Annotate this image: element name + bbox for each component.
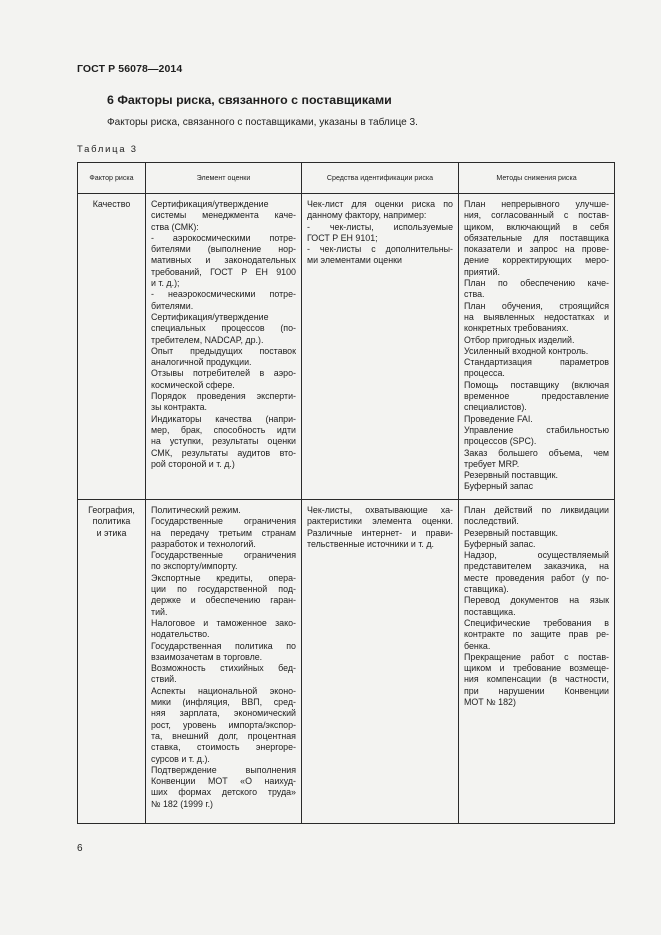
means-line: Различные интернет- и прави-	[307, 527, 453, 538]
means-line: Чек-лист для оценки риска по	[307, 199, 453, 209]
element-line: аналогичной продукции.	[151, 357, 252, 368]
cell-element	[146, 500, 302, 824]
header-element: Элемент оценки	[146, 163, 302, 194]
means-line: ГОСТ Р ЕН 9101;	[307, 232, 378, 243]
element-line: СМК, результаты аудитов вто-	[151, 447, 296, 458]
element-line: Конвенции МОТ «О наихуд-	[151, 776, 296, 787]
methods-line: ния, согласованный с постав-	[464, 210, 609, 221]
element-line: Экспортные кредиты, опера-	[151, 572, 296, 583]
methods-line: Стандартизация параметров	[464, 357, 609, 368]
element-line: Опыт предыдущих поставок	[151, 345, 296, 356]
methods-line: План действий по ликвидации	[464, 505, 609, 515]
methods-line: Отбор пригодных изделий.	[464, 334, 575, 345]
element-line: Подтверждение выполнения	[151, 764, 296, 775]
element-line: ства (СМК):	[151, 221, 199, 232]
standard-designation: ГОСТ Р 56078—2014	[77, 63, 183, 75]
page-number: 6	[77, 843, 83, 854]
methods-line: щиком и требование возмеще-	[464, 663, 609, 674]
element-line: космической сфере.	[151, 379, 235, 390]
element-line: Налоговое и таможенное зако-	[151, 617, 296, 628]
methods-line: Резервный поставщик.	[464, 470, 558, 481]
cell-methods	[459, 194, 615, 500]
element-line: по экспорту/импорту.	[151, 561, 238, 572]
element-line: требителем, NADCAP, др.).	[151, 334, 264, 345]
methods-line: показатели и запрос на прове-	[464, 244, 609, 255]
methods-line: месте проведения работ (у по-	[464, 572, 609, 583]
factor-line: Качество	[92, 199, 131, 209]
risk-factors-table	[77, 162, 615, 824]
element-line: бителями (выполнение нор-	[151, 244, 296, 255]
cell-methods	[459, 500, 615, 824]
methods-line: последствий.	[464, 516, 519, 527]
methods-line: Перевод документов на язык	[464, 595, 609, 606]
element-line: Сертификация/утверждение	[151, 311, 269, 322]
element-line: сурсов и т. д.).	[151, 753, 210, 764]
element-line: ствий.	[151, 674, 177, 685]
methods-line: дение корректирующих меро-	[464, 255, 609, 266]
element-line: - неаэрокосмическими потре-	[151, 289, 296, 300]
methods-line: ства.	[464, 289, 485, 300]
element-line: мики (инфляция, ВВП, сред-	[151, 697, 296, 708]
element-line: ставка, стоимость энергоре-	[151, 742, 296, 753]
intro-paragraph: Факторы риска, связанного с поставщиками, указаны в таблице 3.	[107, 117, 418, 128]
methods-line: Усиленный входной контроль.	[464, 345, 589, 356]
element-line: Возможность стихийных бед-	[151, 663, 296, 674]
methods-line: временное предоставление	[464, 391, 609, 402]
element-line: нодательство.	[151, 629, 210, 640]
methods-line: Надзор, осуществляемый	[464, 550, 609, 561]
methods-line: ния компенсации (в частности,	[464, 674, 609, 685]
methods-line: бенка.	[464, 640, 491, 651]
element-line: специальных процессов (по-	[151, 323, 296, 334]
element-line: Аспекты национальной эконо-	[151, 685, 296, 696]
methods-line: требует MRP.	[464, 458, 520, 469]
means-line: тельственные источники и т. д.	[307, 538, 435, 549]
element-line: и т. д.);	[151, 278, 180, 289]
methods-line: Буферный запас.	[464, 538, 536, 549]
methods-line: специалистов).	[464, 402, 527, 413]
element-line: - аэрокосмическими потре-	[151, 232, 296, 243]
methods-line: конкретных требованиях.	[464, 323, 569, 334]
element-line: рост, уровень импорта/экспор-	[151, 719, 296, 730]
element-line: няя зарплата, экономический	[151, 708, 296, 719]
methods-line: процессов (SPC).	[464, 436, 537, 447]
methods-line: на выявленных недостатках и	[464, 311, 609, 322]
methods-line: поставщика.	[464, 606, 516, 617]
methods-line: контракте по защите прав ре-	[464, 629, 609, 640]
element-line: Индикаторы качества (напри-	[151, 413, 296, 424]
element-line: бителями.	[151, 300, 194, 311]
methods-line: ставщика).	[464, 584, 509, 595]
methods-line: План непрерывного улучше-	[464, 199, 609, 209]
means-line: - чек-листы, используемые	[307, 221, 453, 232]
element-line: взаимозачетам в торговле.	[151, 651, 263, 662]
methods-line: Проведение FAI.	[464, 413, 533, 424]
methods-line: Заказ большего объема, чем	[464, 447, 609, 458]
header-means: Средства идентификации риска	[302, 163, 459, 194]
table-row	[78, 500, 615, 824]
methods-line: МОТ № 182)	[464, 697, 516, 708]
means-line: рактеристики элемента оценки.	[307, 516, 453, 527]
cell-factor	[78, 500, 146, 824]
methods-line: Специфические требования в	[464, 617, 609, 628]
element-line: Государственная политика по	[151, 640, 296, 651]
methods-line: щиком, включающий в себя	[464, 221, 609, 232]
element-line: Сертификация/утверждение	[151, 199, 269, 209]
cell-element	[146, 194, 302, 500]
element-line: та, внешний долг, процентная	[151, 730, 296, 741]
element-line: системы менеджмента каче-	[151, 210, 296, 221]
methods-line: обязательные для поставщика	[464, 232, 609, 243]
element-line: Государственные ограничения	[151, 516, 296, 527]
element-line: мер, брак, способность идти	[151, 424, 296, 435]
element-line: Отзывы потребителей в аэро-	[151, 368, 296, 379]
element-line: Государственные ограничения	[151, 550, 296, 561]
element-line: требований, ГОСТ Р ЕН 9100	[151, 266, 296, 277]
means-line: Чек-листы, охватывающие ха-	[307, 505, 453, 515]
methods-line: приятий.	[464, 266, 500, 277]
table-header-row	[78, 163, 615, 194]
header-factor: Фактор риска	[78, 163, 146, 194]
table-body	[78, 194, 615, 824]
section-title: 6 Факторы риска, связанного с поставщиками	[107, 93, 392, 107]
element-line: тий.	[151, 606, 168, 617]
element-line: Политический режим.	[151, 505, 241, 515]
element-line: держке и обеспечению гаран-	[151, 595, 296, 606]
methods-line: Резервный поставщик.	[464, 527, 558, 538]
cell-means	[302, 194, 459, 500]
methods-line: План по обеспечению каче-	[464, 278, 609, 289]
methods-line: представителем заказчика, на	[464, 561, 609, 572]
element-line: на передачу третьим странам	[151, 527, 296, 538]
methods-line: Буферный запас	[464, 481, 534, 492]
element-line: ции по государственной под-	[151, 584, 296, 595]
table-caption: Таблица 3	[77, 143, 138, 154]
methods-line: Помощь поставщику (включая	[464, 379, 609, 390]
means-line: данному фактору, например:	[307, 210, 427, 221]
element-line: разработок и технологий.	[151, 538, 256, 549]
element-line: Порядок проведения эксперти-	[151, 391, 296, 402]
methods-line: при нарушении Конвенции	[464, 685, 609, 696]
cell-means	[302, 500, 459, 824]
means-line: - чек-листы с дополнительны-	[307, 244, 453, 255]
means-line: ми элементами оценки	[307, 255, 402, 266]
cell-factor	[78, 194, 146, 500]
element-line: рой стороной и т. д.)	[151, 458, 235, 469]
methods-line: Управление стабильностью	[464, 424, 609, 435]
element-line: зы контракта.	[151, 402, 208, 413]
element-line: ших формах детского труда»	[151, 787, 296, 798]
element-line: мативных и законодательных	[151, 255, 296, 266]
factor-line: и этика	[96, 527, 127, 538]
table-row	[78, 194, 615, 500]
factor-line: География,	[88, 505, 135, 515]
methods-line: План обучения, строящийся	[464, 300, 609, 311]
methods-line: процесса.	[464, 368, 505, 379]
element-line: на уступки, результаты оценки	[151, 436, 296, 447]
factor-line: политика	[92, 516, 131, 527]
methods-line: Прекращение работ с постав-	[464, 651, 609, 662]
element-line: № 182 (1999 г.)	[151, 798, 213, 809]
header-methods: Методы снижения риска	[459, 163, 615, 194]
